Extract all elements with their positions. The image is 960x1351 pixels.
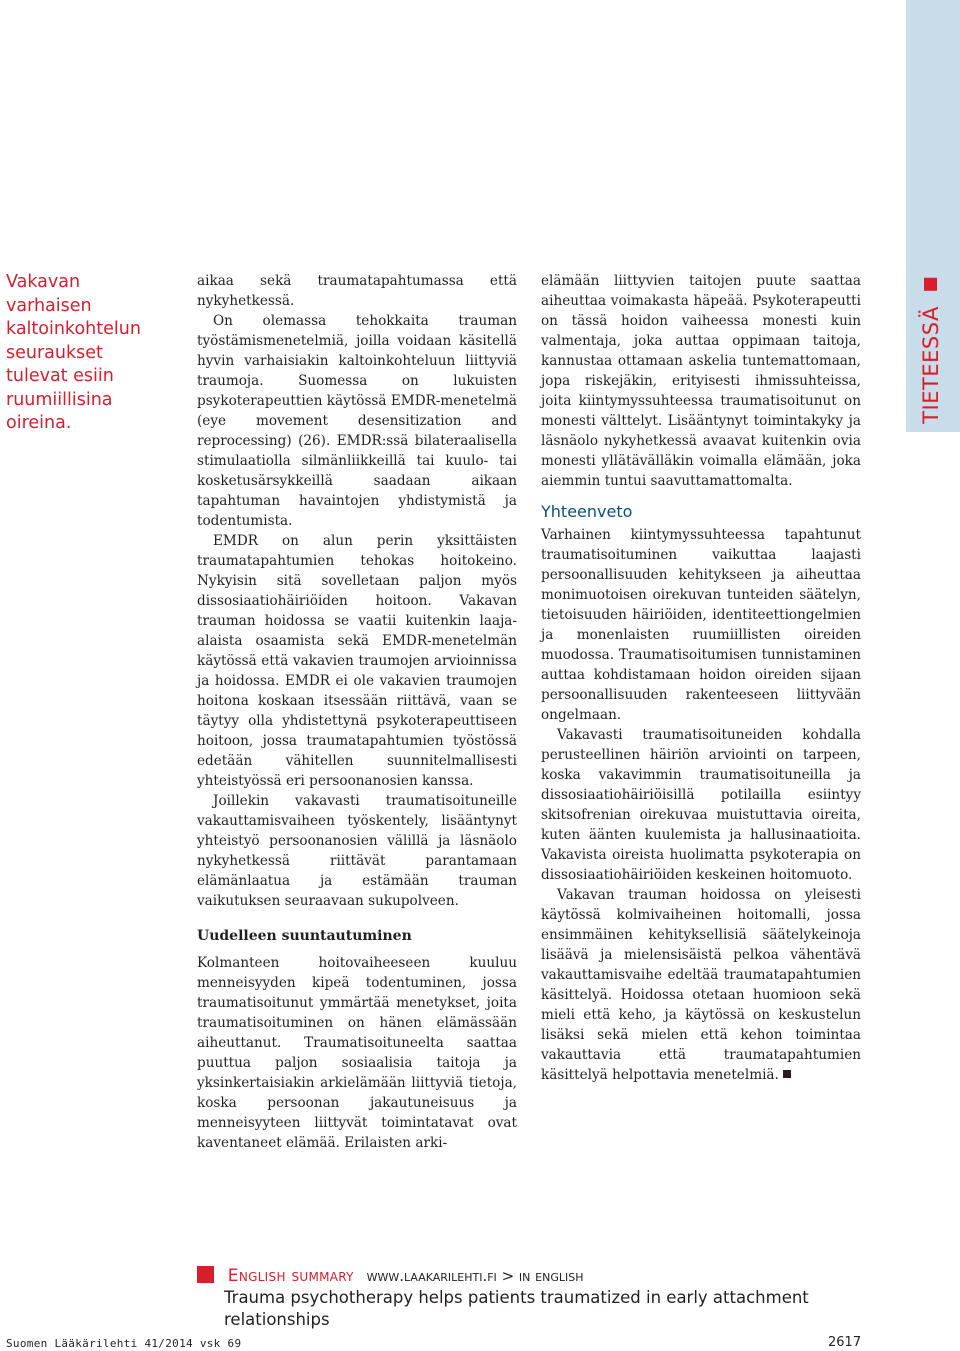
paragraph: Vakavasti traumatisoituneiden kohdalla perusteellinen häiriön arviointi on tarpeen, koska vakavimmin traumatisoituneilla ja dissosiaatiohäiriöisillä potilailla esiintyy skitsofrenian oirekuvaa muistuttavia oireita, kuten äänten kuulemista ja hallusinaatioita. Vakavista oireista huolimatta psykoterapia on dissosiaatiohäiriöiden keskeinen hoitomuoto.	[541, 727, 861, 883]
paragraph: EMDR on alun perin yksittäisten traumatapahtumien tehokas hoitokeino. Nykyisin sitä sovelletaan paljon myös dissosiaatiohäiriöiden hoitoon. Vakavan trauman hoidossa se vaatii kuitenkin laaja-alaista osaamista sekä EMDR-menetelmän käytössä että vakavien traumojen arvioinnissa ja hoidossa. EMDR ei ole vakavien traumojen hoitona koskaan itsessään riittävä, vaan se täytyy olla yhdistettynä psykoterapeuttiseen hoitoon, jossa traumatapahtumien työstössä edetään vähitellen suunnitelmallisesti yhteistyössä eri persoonanosien kanssa.	[197, 533, 517, 789]
paragraph: aikaa sekä traumatapahtumassa että nykyhetkessä.	[197, 273, 517, 309]
article-column-1	[197, 271, 517, 1153]
english-summary-title: Trauma psychotherapy helps patients traumatized in early attachment relationships	[224, 1288, 809, 1329]
paragraph-text: Vakavan trauman hoidossa on yleisesti käytössä kolmivaiheinen hoitomalli, jossa ensimmäinen kehityksellisiä säätelykeinoja lisäävä ja mielensisäistä pelkoa vähentävä vakauttamisvaihe edeltää traumatapahtumien käsittelyä. Hoidossa otetaan huomioon sekä mieli että keho, ja käytössä on keskustelun lisäksi sekä mielen että kehon toimintaa vakauttavia että traumatapahtumien käsittelyä helpottavia menetelmiä.	[541, 887, 861, 1083]
pull-quote: Vakavan varhaisen kaltoinkohtelun seuraukset tulevat esiin ruumiillisina oireina.	[6, 272, 141, 433]
paragraph: Kolmanteen hoitovaiheeseen kuuluu menneisyyden kipeä todentuminen, jossa traumatisoitunut ymmärtää menetykset, joita traumatisoituminen on hänen elämässään aiheuttanut. Traumatisoituneelta saattaa puuttua paljon sosiaalisia taitoja ja yksinkertaisiakin arkielämään liittyviä tietoja, koska persoonan jakautuneisuus ja menneisyyteen liittyvät toimintatavat ovat kaventaneet elämää. Erilaisten arki-	[197, 955, 517, 1151]
english-summary	[197, 1266, 897, 1331]
tab-square-icon	[925, 278, 938, 291]
footer-journal: Suomen Lääkärilehti 41/2014 vsk 69	[6, 1337, 242, 1350]
page-number: 2617	[828, 1335, 862, 1350]
article-column-2	[541, 271, 861, 1085]
paragraph: Joillekin vakavasti traumatisoituneille vakauttamisvaiheen työskentely, lisääntynyt yhteistyö persoonanosien välillä ja läsnäolo nykyhetkessä riittävät parantamaan elämänlaatua ja estämään trauman vaikutuksen seuraavaan sukupolveen.	[197, 793, 517, 909]
end-of-article-icon	[783, 1070, 791, 1078]
paragraph: Varhainen kiintymyssuhteessa tapahtunut traumatisoituminen vaikuttaa laajasti persoonallisuuden kehitykseen ja aiheuttaa monimuotoisen oirekuvan tunteiden säätelyn, tietoisuuden häiriöiden, identiteettiongelmien ja monenlaisten ruumiillisten oireiden muodossa. Traumatisoitumisen tunnistaminen auttaa kohdistamaan hoidon oireiden sijaan persoonallisuuden rakenteeseen liittyvään ongelmaan.	[541, 527, 861, 723]
paragraph-last	[541, 885, 861, 1085]
section-subheading: Uudelleen suuntautuminen	[197, 928, 412, 944]
paragraph: elämään liittyvien taitojen puute saattaa aiheuttaa voimakasta häpeää. Psykoterapeutti on tässä hoidon vaiheessa monesti kuin valmentaja, joka auttaa oppimaan taitoja, kannustaa ottamaan askelia tuntemattomaan, jopa riskejäkin, erityisesti ihmissuhteissa, joita kiintymyssuhteessa traumatisoitunut on monesti välttelyt. Lisääntynyt toimintakyky ja läsnäolo nykyhetkessä avaavat kuitenkin ovia monesti yllätävälläkin voimalla elämään, joka aiemmin tuntui saavuttamattomalta.	[541, 273, 861, 489]
section-tab	[906, 0, 960, 432]
english-summary-label: English summary	[227, 1266, 354, 1286]
summary-square-icon	[197, 1266, 214, 1283]
section-tab-text: TIETEESSÄ	[919, 306, 943, 424]
section-tab-label	[919, 278, 943, 424]
section-heading-summary: Yhteenveto	[541, 502, 633, 521]
paragraph: On olemassa tehokkaita trauman työstämismenetelmiä, joilla voidaan käsitellä hyvin varhaisiakin kaltoinkohteluun liittyviä traumoja. Suomessa on lukuisten psykoterapeuttien käytössä EMDR-menetelmä (eye movement desensitization and reprocessing) (26). EMDR:ssä bilateraalisella stimulaatiolla silmänliikkeillä tai kuulo- tai kosketusärsykkeillä saadaan aikaan tapahtuman havaintojen yhdistymistä ja todentumista.	[197, 313, 517, 529]
english-summary-link[interactable]: www.laakarilehti.fi > in english	[366, 1267, 584, 1285]
